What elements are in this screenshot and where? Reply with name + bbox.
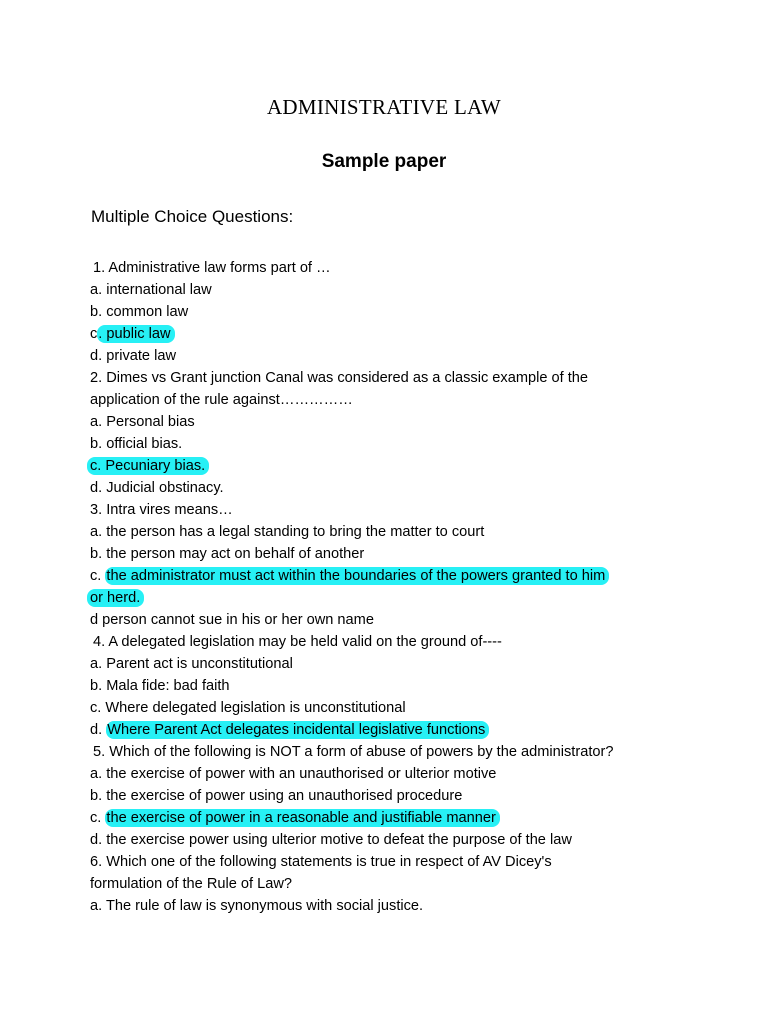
answer-option: b. the person may act on behalf of another xyxy=(90,546,365,562)
question-stem: 4. A delegated legislation may be held valid on the ground of---- xyxy=(93,634,502,650)
document-subtitle: Sample paper xyxy=(321,151,447,172)
answer-option-highlighted: c. public law xyxy=(90,323,730,345)
answer-option-highlighted xyxy=(90,455,730,477)
answer-option: a. The rule of law is synonymous with social justice. xyxy=(90,898,424,914)
answer-option: a. Parent act is unconstitutional xyxy=(90,656,293,672)
question-stem: 5. Which of the following is NOT a form of abuse of powers by the administrator? xyxy=(93,744,614,760)
answer-option: a. the person has a legal standing to bring the matter to court xyxy=(90,524,485,540)
document-title: ADMINISTRATIVE LAW xyxy=(266,95,502,119)
question-stem: 3. Intra vires means… xyxy=(90,502,233,518)
questions-list xyxy=(90,257,730,917)
answer-option: b. common law xyxy=(90,304,189,320)
answer-option-highlighted-continued xyxy=(90,587,730,609)
answer-highlight: . public law xyxy=(97,325,174,343)
answer-option: c. Where delegated legislation is unconstitutional xyxy=(90,700,406,716)
answer-option-highlighted: c. the administrator must act within the boundaries of the powers granted to him xyxy=(90,565,730,587)
question-stem-continued: formulation of the Rule of Law? xyxy=(90,876,292,892)
answer-highlight: Where Parent Act delegates incidental legislative functions xyxy=(106,721,489,739)
question-stem: 6. Which one of the following statements is true in respect of AV Dicey's xyxy=(90,854,552,870)
answer-option: d person cannot sue in his or her own name xyxy=(90,612,374,628)
answer-option: d. the exercise power using ulterior motive to defeat the purpose of the law xyxy=(90,832,572,848)
answer-option: a. the exercise of power with an unauthorised or ulterior motive xyxy=(90,766,497,782)
answer-highlight: the exercise of power in a reasonable and justifiable manner xyxy=(105,809,499,827)
answer-option: b. the exercise of power using an unauthorised procedure xyxy=(90,788,463,804)
answer-option: a. Personal bias xyxy=(90,414,195,430)
answer-option-highlighted: c. the exercise of power in a reasonable and justifiable manner xyxy=(90,807,730,829)
answer-highlight: c. Pecuniary bias. xyxy=(87,457,209,475)
answer-highlight: the administrator must act within the boundaries of the powers granted to him xyxy=(105,567,609,585)
answer-option-highlighted: d. Where Parent Act delegates incidental legislative functions xyxy=(90,719,730,741)
question-stem: 2. Dimes vs Grant junction Canal was considered as a classic example of the xyxy=(90,370,589,386)
answer-option: d. private law xyxy=(90,348,176,364)
answer-option: b. Mala fide: bad faith xyxy=(90,678,230,694)
answer-option: a. international law xyxy=(90,282,212,298)
answer-option: b. official bias. xyxy=(90,436,183,452)
section-heading: Multiple Choice Questions: xyxy=(91,207,294,226)
answer-highlight: or herd. xyxy=(87,589,144,607)
answer-option: d. Judicial obstinacy. xyxy=(90,480,224,496)
question-stem: 1. Administrative law forms part of … xyxy=(93,260,331,276)
question-stem-continued: application of the rule against…………… xyxy=(90,392,353,408)
